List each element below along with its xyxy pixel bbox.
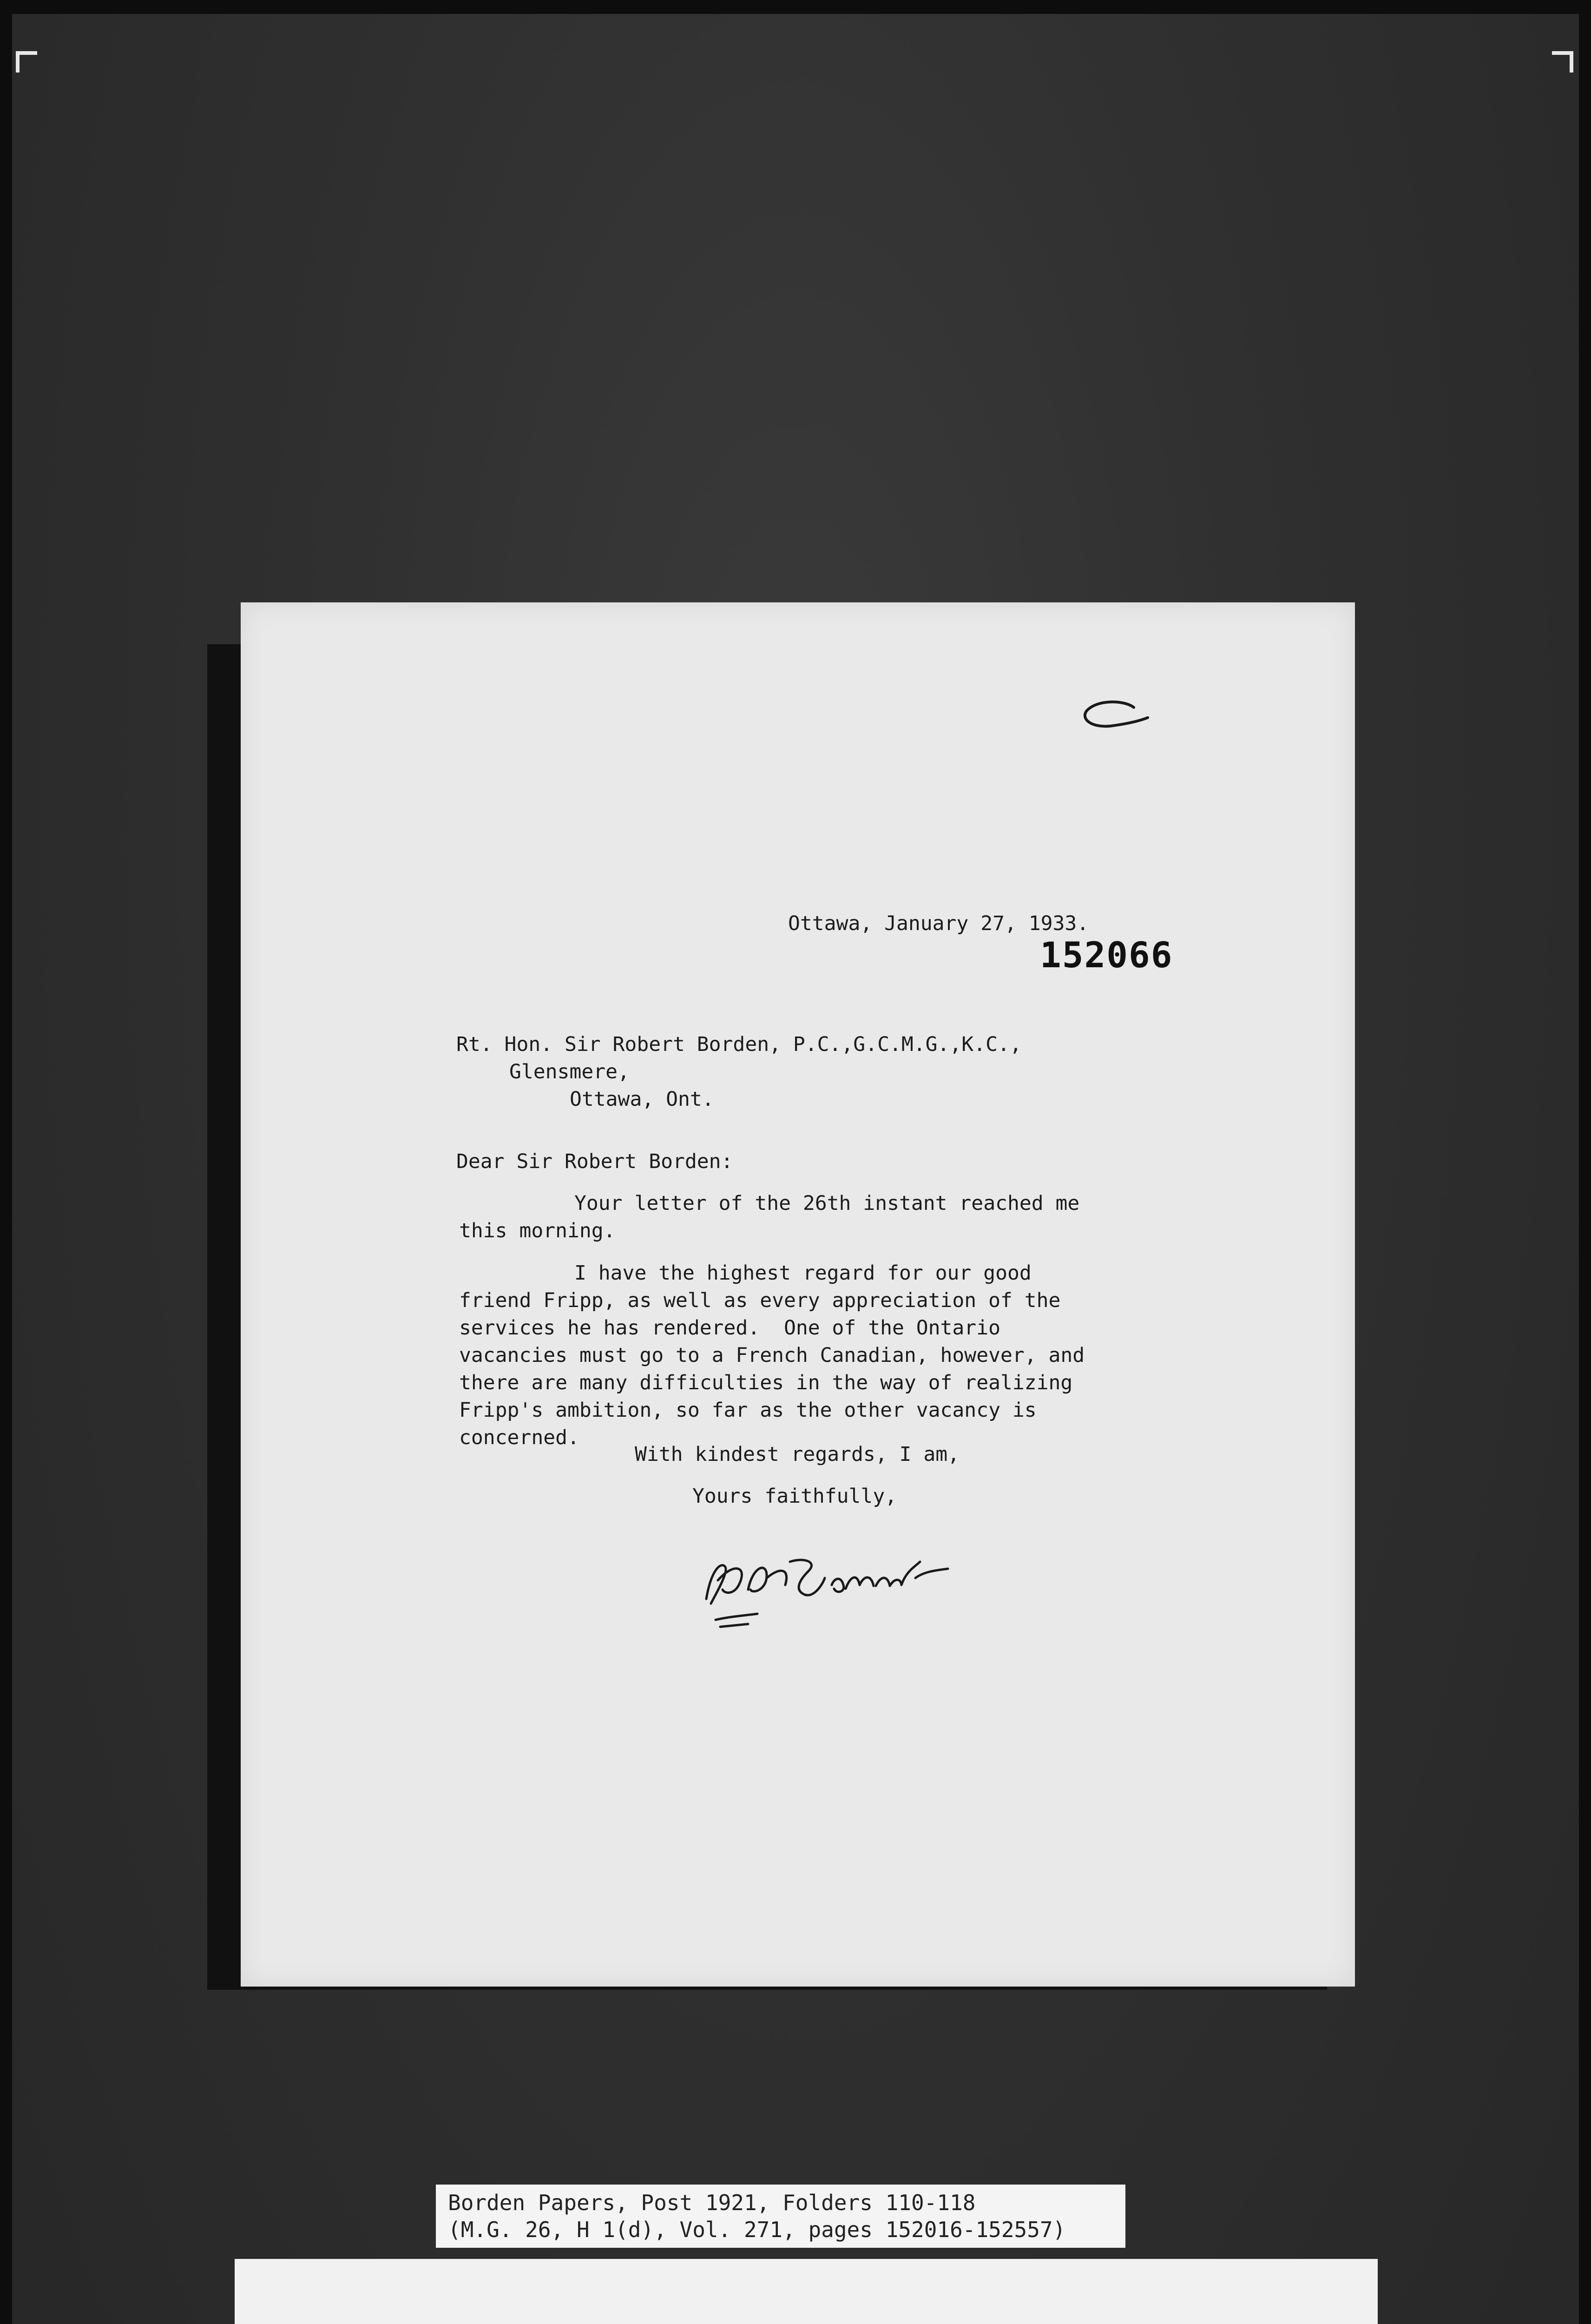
paragraph1-line-1: Your letter of the 26th instant reached me: [574, 1192, 1080, 1215]
archive-stamp-board: [235, 2259, 1378, 2324]
reference-line-2: (M.G. 26, H 1(d), Vol. 271, pages 152016-152557): [448, 2217, 1066, 2242]
paragraph2-line-7: concerned.: [459, 1426, 579, 1449]
signature: [697, 1534, 957, 1641]
addressee-line-3: Ottawa, Ont.: [570, 1088, 714, 1111]
letter-date: Ottawa, January 27, 1933.: [788, 912, 1089, 935]
film-edge-top: [0, 0, 1591, 14]
paragraph2-line-1: I have the highest regard for our good: [574, 1261, 1032, 1285]
addressee-line-1: Rt. Hon. Sir Robert Borden, P.C.,G.C.M.G.,K.C.,: [456, 1033, 1022, 1056]
paragraph2-line-4: vacancies must go to a French Canadian, however, and: [459, 1344, 1085, 1367]
paragraph2-line-3: services he has rendered. One of the Ontario: [459, 1316, 1000, 1340]
closing-regards: With kindest regards, I am,: [635, 1443, 960, 1466]
paragraph2-line-5: there are many difficulties in the way of realizing: [459, 1371, 1073, 1394]
reference-line-1: Borden Papers, Post 1921, Folders 110-118: [448, 2190, 976, 2215]
film-edge-right: [1579, 0, 1591, 2324]
paragraph1-line-2: this morning.: [459, 1219, 616, 1242]
handwritten-c-mark: [1078, 697, 1152, 734]
salutation: Dear Sir Robert Borden:: [456, 1150, 733, 1173]
closing-yours-faithfully: Yours faithfully,: [692, 1485, 897, 1508]
document-number: 152066: [1040, 934, 1173, 976]
film-edge-left: [0, 0, 12, 2324]
reference-label: [436, 2185, 1125, 2248]
corner-mark-top-left: [16, 51, 37, 73]
addressee-line-2: Glensmere,: [509, 1060, 630, 1083]
paragraph2-line-2: friend Fripp, as well as every appreciation of the: [459, 1289, 1061, 1312]
paragraph2-line-6: Fripp's ambition, so far as the other vacancy is: [459, 1399, 1037, 1422]
corner-mark-top-right: [1552, 51, 1573, 73]
